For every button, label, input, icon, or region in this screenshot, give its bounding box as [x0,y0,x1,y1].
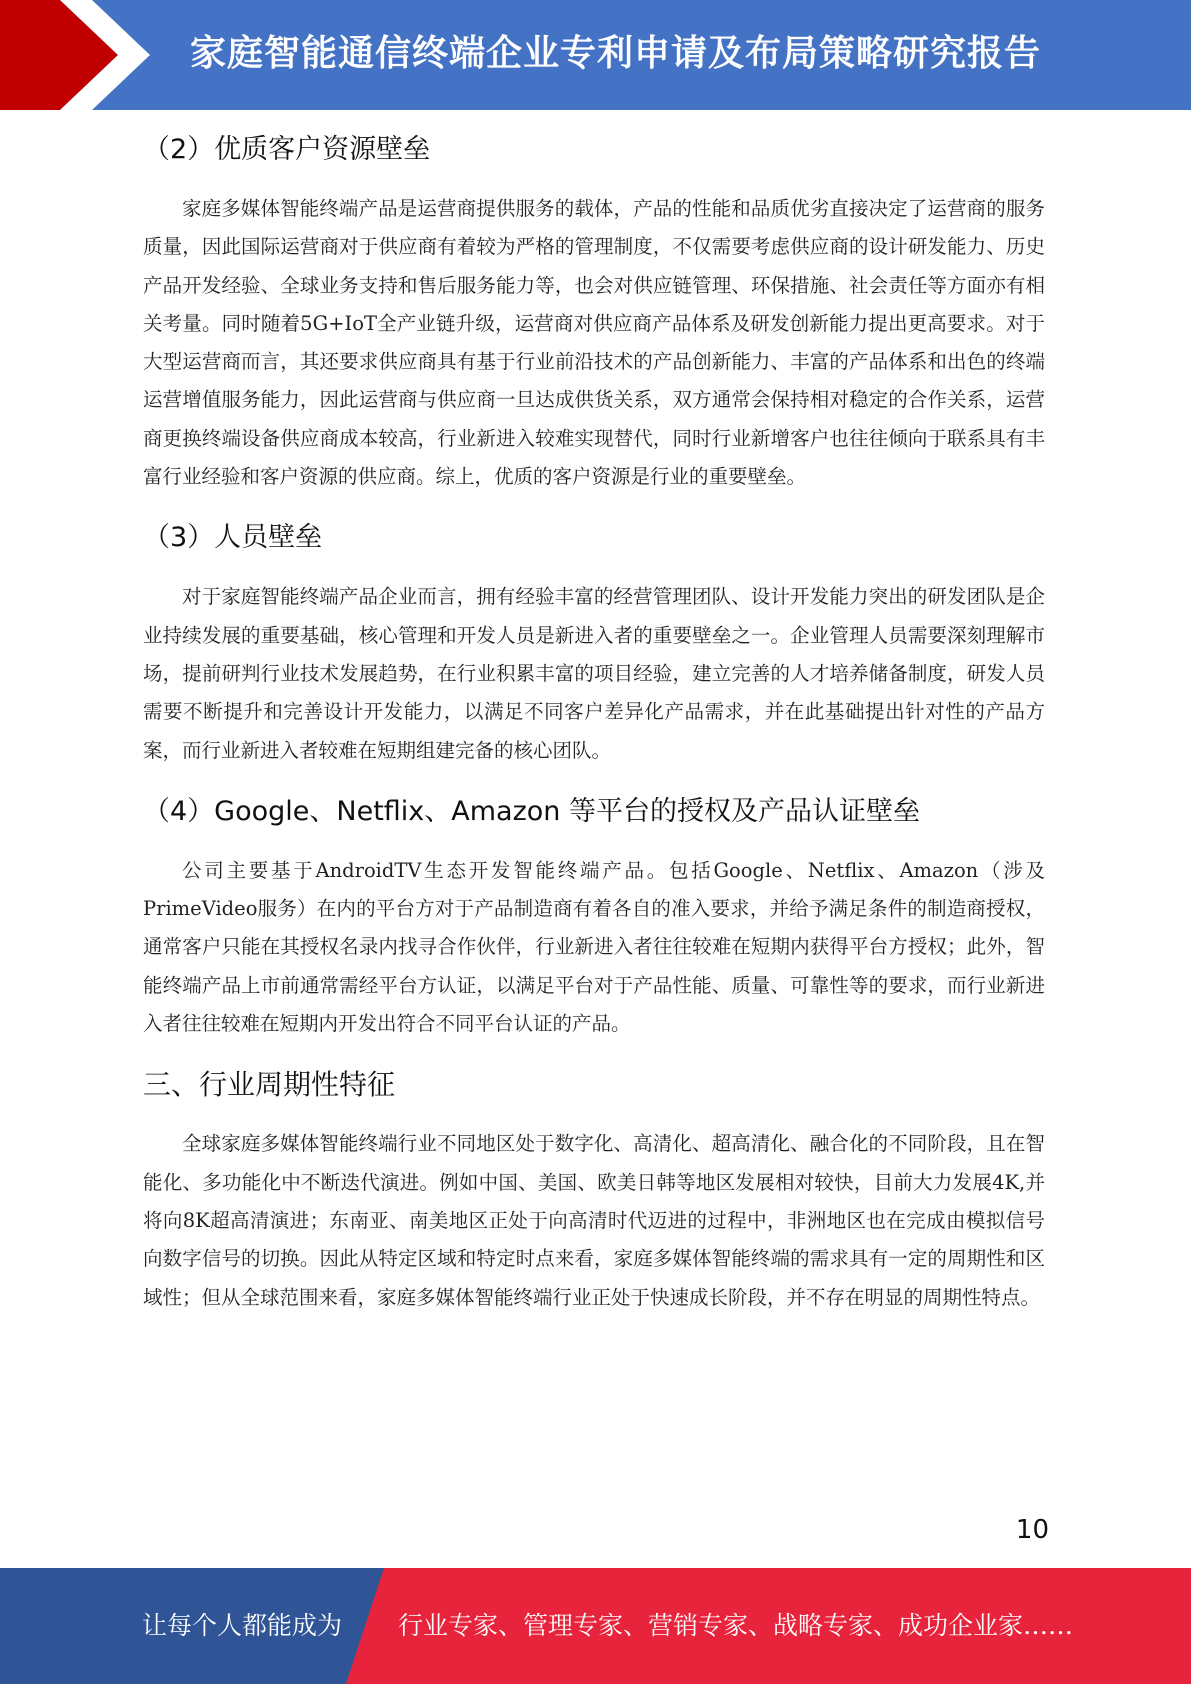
paragraph-platform-barrier: 公司主要基于AndroidTV生态开发智能终端产品。包括Google、Netflix、Amazon（涉及PrimeVideo服务）在内的平台方对于产品制造商有着各自的准入要求，并给予满足条件的制造商授权，通常客户只能在其授权名录内找寻合作伙伴，行业新进入者往往较难在短期内获得平台方授权；此外，智能终端产品上市前通常需经平台方认证，以满足平台对于产品性能、质量、可靠性等的要求，而行业新进入者往往较难在短期内开发出符合不同平台认证的产品。 [143,858,1045,1036]
header-title: 家庭智能通信终端企业专利申请及布局策略研究报告 [190,33,1042,74]
page-footer [0,1568,1191,1684]
paragraph-customer-barrier: 家庭多媒体智能终端产品是运营商提供服务的载体，产品的性能和品质优劣直接决定了运营商的服务质量，因此国际运营商对于供应商有着较为严格的管理制度，不仅需要考虑供应商的设计研发能力、历史产品开发经验、全球业务支持和售后服务能力等，也会对供应链管理、环保措施、社会责任等方面亦有相关考量。同时随着5G+IoT全产业链升级，运营商对供应商产品体系及研发创新能力提出更高要求。对于大型运营商而言，其还要求供应商具有基于行业前沿技术的产品创新能力、丰富的产品体系和出色的终端运营增值服务能力，因此运营商与供应商一旦达成供货关系，双方通常会保持相对稳定的合作关系，运营商更换终端设备供应商成本较高，行业新进入较难实现替代，同时行业新增客户也往往倾向于联系具有丰富行业经验和客户资源的供应商。综上，优质的客户资源是行业的重要壁垒。 [143,197,1045,489]
paragraph-personnel-barrier: 对于家庭智能终端产品企业而言，拥有经验丰富的经营管理团队、设计开发能力突出的研发团队是企业持续发展的重要基础，核心管理和开发人员是新进入者的重要壁垒之一。企业管理人员需要深刻理解市场，提前研判行业技术发展趋势，在行业积累丰富的项目经验，建立完善的人才培养储备制度，研发人员需要不断提升和完善设计开发能力，以满足不同客户差异化产品需求，并在此基础提出针对性的产品方案，而行业新进入者较难在短期组建完备的核心团队。 [143,585,1045,762]
page-header [0,0,1191,110]
section-heading-platform-barrier: （4）Google、Netflix、Amazon 等平台的授权及产品认证壁垒 [143,795,920,827]
page-number: 10 [1015,1515,1049,1545]
footer-slogan-left: 让每个人都能成为 [142,1611,343,1640]
document-body [143,122,1045,1331]
section-heading-personnel-barrier: （3）人员壁垒 [143,522,323,554]
paragraph-cyclicality: 全球家庭多媒体智能终端行业不同地区处于数字化、高清化、超高清化、融合化的不同阶段，且在智能化、多功能化中不断迭代演进。例如中国、美国、欧美日韩等地区发展相对较快，目前大力发展4K,并将向8K超高清演进；东南亚、南美地区正处于向高清时代迈进的过程中，非洲地区也在完成由模拟信号向数字信号的切换。因此从特定区域和特定时点来看，家庭多媒体智能终端的需求具有一定的周期性和区域性；但从全球范围来看，家庭多媒体智能终端行业正处于快速成长阶段，并不存在明显的周期性特点。 [143,1132,1045,1309]
section-heading-customer-barrier: （2）优质客户资源壁垒 [143,134,431,165]
footer-slogan-right: 行业专家、管理专家、营销专家、战略专家、成功企业家…… [398,1611,1074,1640]
section-heading-cyclicality: 三、行业周期性特征 [143,1068,396,1102]
